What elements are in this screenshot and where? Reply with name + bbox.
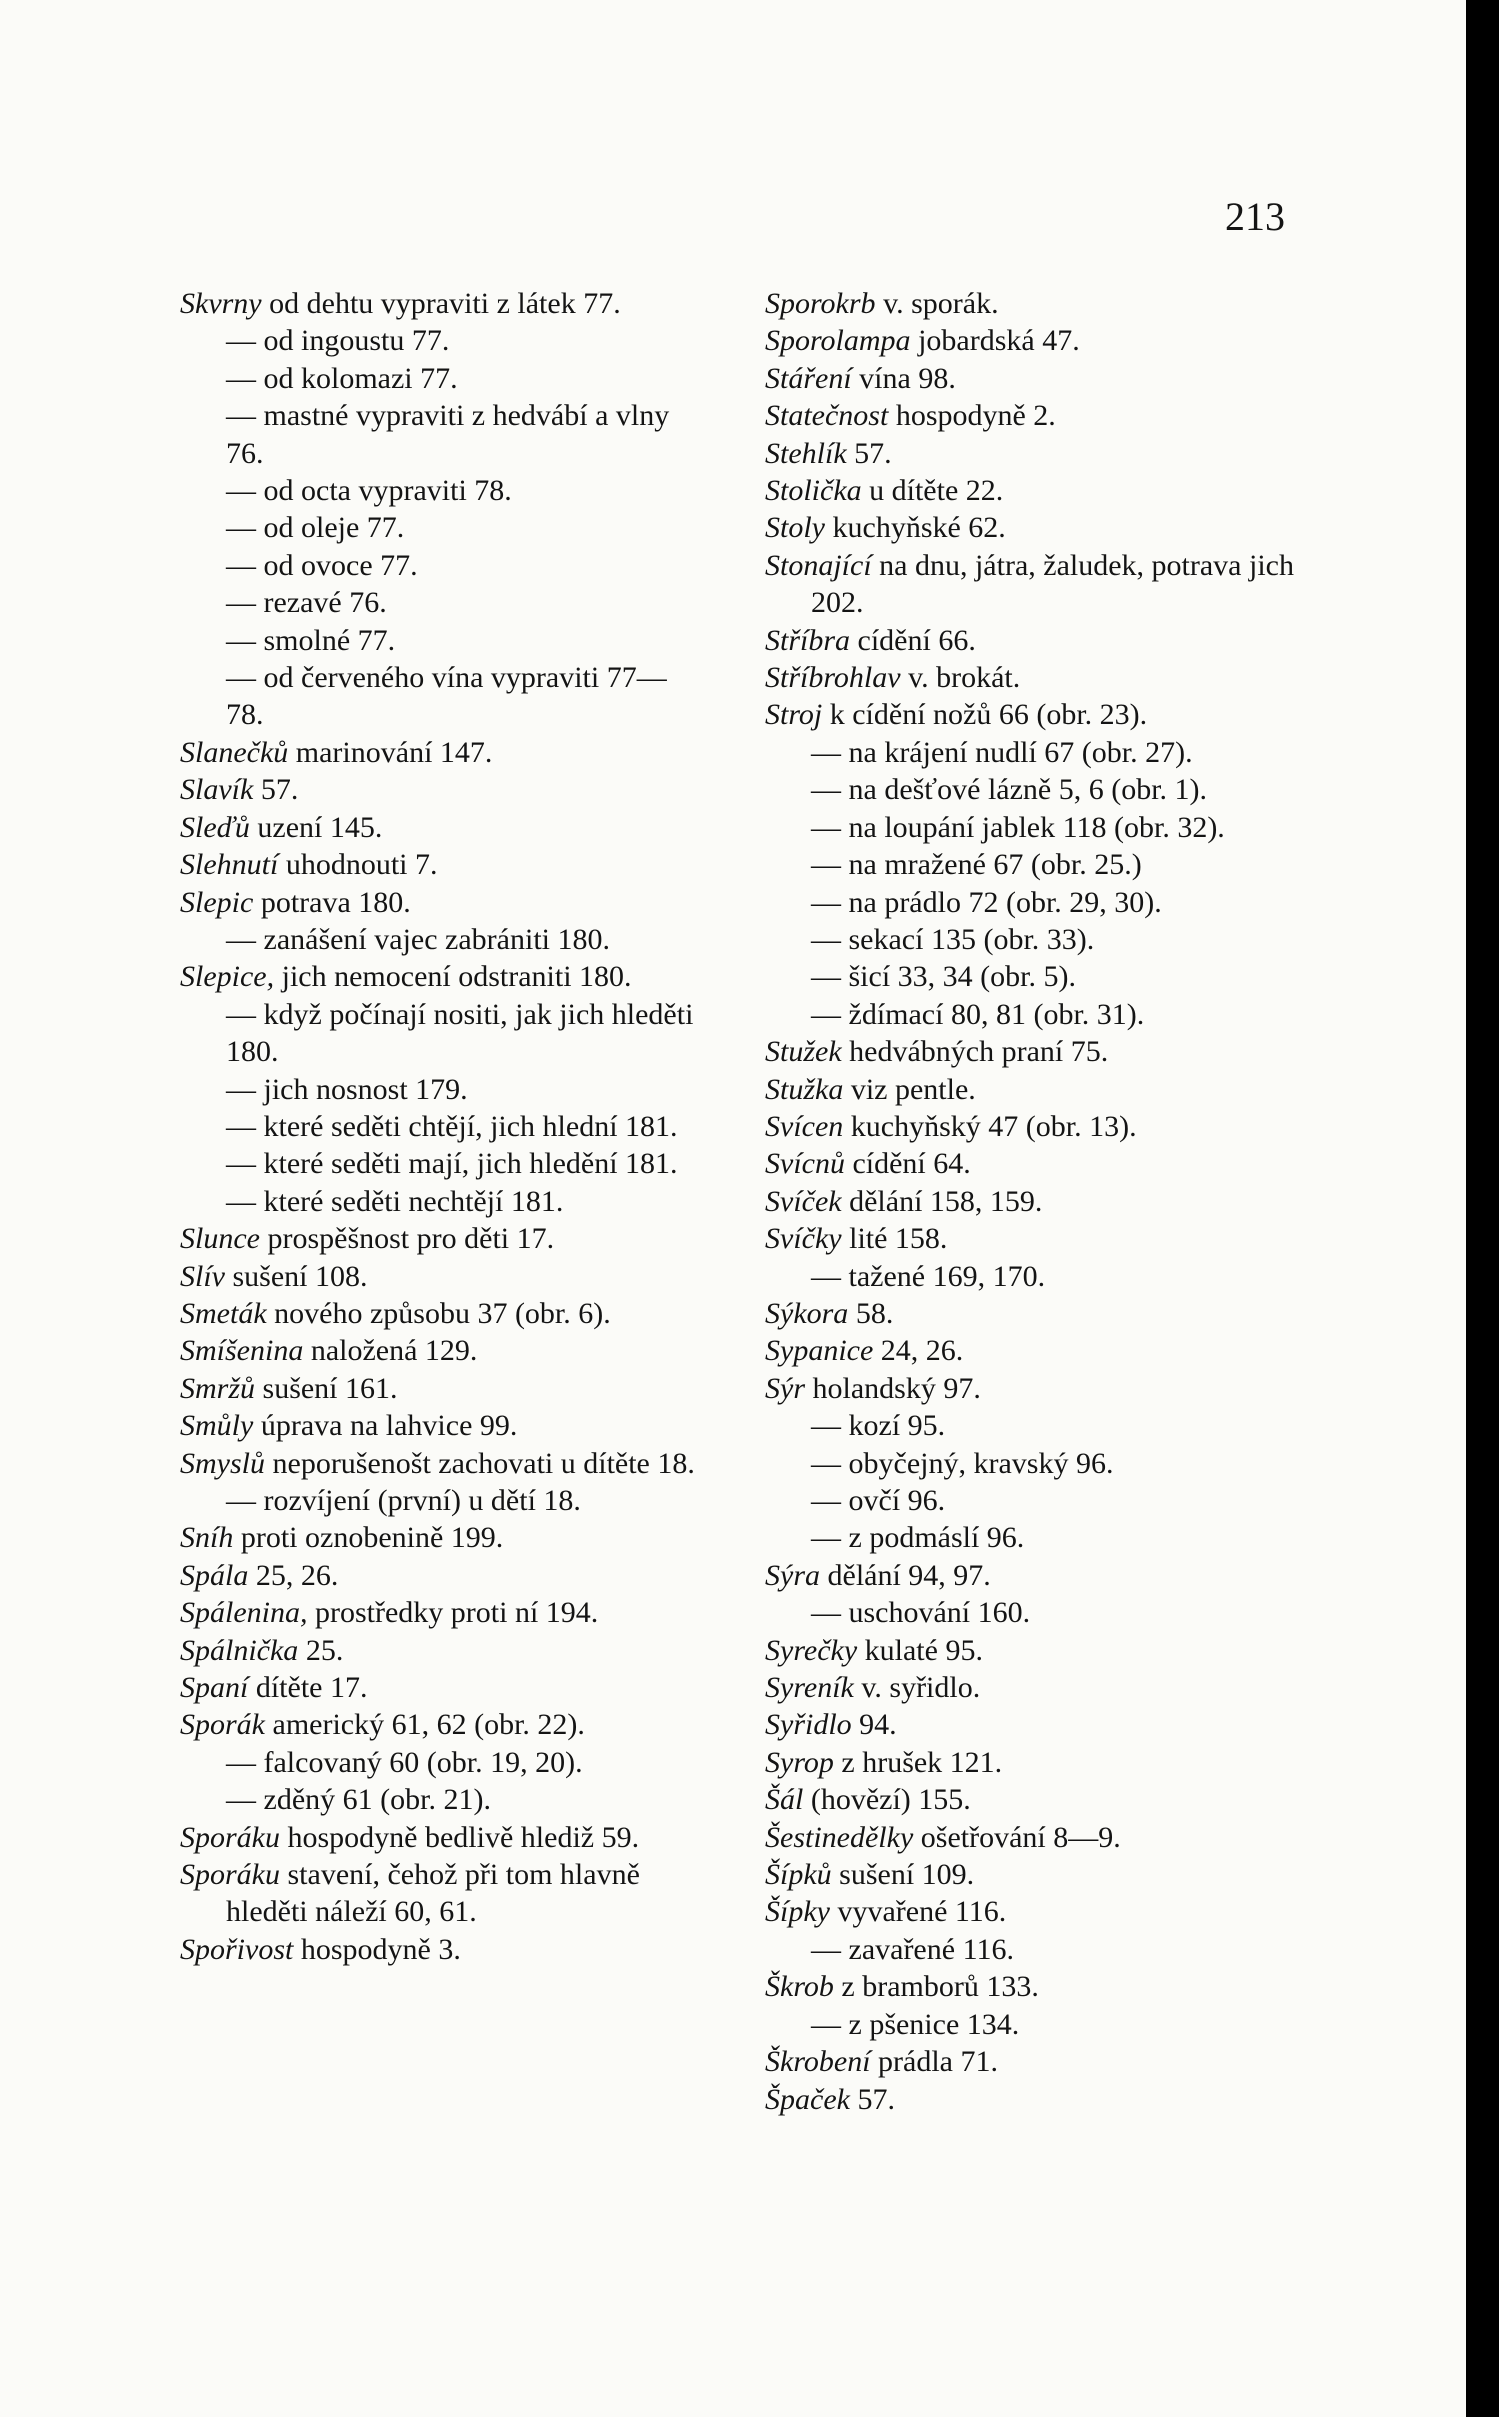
index-entry	[180, 1482, 695, 1519]
index-entry	[180, 547, 695, 584]
index-entry	[765, 1781, 1305, 1818]
index-entry	[180, 1744, 695, 1781]
index-entry	[765, 1968, 1305, 2005]
index-entry	[765, 285, 1305, 322]
entry-text: — jich nosnost 179.	[226, 1072, 468, 1106]
entry-text: prostředky proti ní 194.	[307, 1596, 599, 1630]
entry-text: — na dešťové lázně 5, 6 (obr. 1).	[811, 773, 1208, 807]
index-entry	[180, 1781, 695, 1818]
entry-headword: Syrečky	[765, 1633, 858, 1667]
entry-text: sušení 161.	[255, 1371, 398, 1405]
entry-text: uzení 145.	[249, 810, 383, 844]
entry-text: sušení 108.	[225, 1259, 368, 1293]
index-entry	[180, 846, 695, 883]
entry-headword: Sporokrb	[765, 287, 876, 320]
index-entry	[180, 322, 695, 359]
entry-text: uhodnouti 7.	[278, 848, 438, 882]
entry-headword: Sýr	[765, 1371, 805, 1405]
entry-text: v. brokát.	[900, 661, 1021, 695]
index-entry	[765, 1557, 1305, 1594]
entry-text: marinování 147.	[288, 735, 493, 769]
index-entry	[180, 622, 695, 659]
entry-text: — od ingoustu 77.	[226, 324, 450, 358]
index-entry	[180, 1706, 695, 1743]
entry-text: hospodyně bedlivě hlediž 59.	[280, 1820, 640, 1854]
index-entry	[180, 472, 695, 509]
index-entry	[765, 921, 1305, 958]
entry-headword: Slív	[180, 1259, 225, 1293]
index-entry	[180, 921, 695, 958]
entry-text: z hrušek 121.	[833, 1745, 1003, 1779]
entry-headword: Stolička	[765, 474, 862, 508]
entry-headword: Šestinedělky	[765, 1820, 914, 1854]
index-entry	[765, 696, 1305, 733]
index-entry	[765, 1332, 1305, 1369]
entry-headword: Stužek	[765, 1035, 842, 1069]
index-entry	[180, 771, 695, 808]
entry-headword: Sporáku	[180, 1858, 280, 1892]
index-entry	[180, 1108, 695, 1145]
index-entry	[765, 1071, 1305, 1108]
index-entry	[765, 1856, 1305, 1893]
entry-headword: Škrob	[765, 1970, 834, 2004]
entry-headword: Smyslů	[180, 1446, 265, 1480]
entry-text: — od octa vypraviti 78.	[226, 474, 512, 508]
index-entry	[765, 1445, 1305, 1482]
entry-text: — ovčí 96.	[811, 1484, 946, 1517]
index-entry	[765, 322, 1305, 359]
entry-text: stavení, čehož při tom hlavně hleděti náleží 60, 61.	[226, 1858, 640, 1929]
index-entry	[180, 1332, 695, 1369]
entry-headword: Slavík	[180, 773, 254, 807]
entry-text: neporušenošt zachovati u dítěte 18.	[265, 1446, 695, 1480]
entry-headword: Stoly	[765, 511, 825, 545]
index-entry	[765, 996, 1305, 1033]
entry-text: — tažené 169, 170.	[811, 1259, 1046, 1293]
index-entry	[180, 1370, 695, 1407]
entry-text: cídění 64.	[844, 1147, 971, 1181]
index-entry	[180, 1519, 695, 1556]
index-entry	[180, 809, 695, 846]
entry-text: — ždímací 80, 81 (obr. 31).	[811, 997, 1145, 1031]
entry-text: americký 61, 62 (obr. 22).	[265, 1708, 585, 1742]
entry-text: hospodyně 3.	[293, 1932, 461, 1966]
index-entry	[180, 1407, 695, 1444]
entry-headword: Sníh	[180, 1521, 234, 1555]
index-entry	[765, 360, 1305, 397]
entry-text: holandský 97.	[805, 1371, 981, 1405]
entry-text: — zavařené 116.	[811, 1932, 1014, 1966]
index-entry	[765, 2081, 1305, 2118]
entry-text: hospodyně 2.	[888, 399, 1056, 433]
entry-text: — mastné vypraviti z hedvábí a vlny 76.	[226, 399, 670, 470]
entry-text: k cídění nožů 66 (obr. 23).	[822, 698, 1148, 732]
entry-text: — kozí 95.	[811, 1409, 946, 1443]
entry-headword: Svícnů	[765, 1147, 845, 1181]
entry-text: — od ovoce 77.	[226, 548, 418, 582]
entry-text: — které seděti chtějí, jich hlední 181.	[226, 1109, 678, 1143]
entry-text: — které seděti nechtějí 181.	[226, 1184, 564, 1218]
page-number: 213	[1225, 194, 1285, 239]
index-entry	[765, 1258, 1305, 1295]
entry-text: kulaté 95.	[857, 1633, 983, 1667]
entry-headword: Spořivost	[180, 1932, 294, 1966]
entry-headword: Statečnost	[765, 399, 889, 433]
entry-text: — z pšenice 134.	[811, 2007, 1020, 2041]
entry-text: 24, 26.	[873, 1334, 964, 1368]
entry-text: 58.	[848, 1296, 894, 1330]
entry-text: viz pentle.	[843, 1072, 976, 1106]
index-entry	[180, 1258, 695, 1295]
index-entry	[765, 1370, 1305, 1407]
index-entry	[180, 360, 695, 397]
index-entry	[180, 1071, 695, 1108]
index-entry	[765, 1744, 1305, 1781]
entry-text: ošetřování 8—9.	[913, 1820, 1121, 1854]
entry-headword: Slehnutí	[180, 848, 279, 882]
entry-text: hedvábných praní 75.	[841, 1035, 1109, 1069]
entry-headword: Slepic	[180, 885, 254, 919]
entry-text: — šicí 33, 34 (obr. 5).	[811, 960, 1076, 994]
index-entry	[180, 1594, 695, 1631]
index-entry	[765, 472, 1305, 509]
entry-text: — když počínají nositi, jak jich hleděti 180.	[226, 997, 694, 1069]
entry-text: — rozvíjení (první) u dětí 18.	[226, 1484, 581, 1517]
entry-headword: Stužka	[765, 1072, 844, 1106]
entry-headword: Sporáku	[180, 1820, 280, 1854]
index-entry	[180, 1445, 695, 1482]
entry-headword: Spálenina,	[180, 1596, 308, 1630]
index-entry	[765, 397, 1305, 434]
entry-text: — na loupání jablek 118 (obr. 32).	[811, 810, 1225, 844]
entry-headword: Skvrny	[180, 287, 262, 320]
index-entry	[765, 1295, 1305, 1332]
index-entry	[765, 809, 1305, 846]
index-entry	[765, 547, 1305, 622]
index-entry	[765, 1519, 1305, 1556]
index-entry	[765, 1220, 1305, 1257]
entry-headword: Syrop	[765, 1745, 834, 1779]
entry-text: kuchyňské 62.	[825, 511, 1006, 545]
index-entry	[765, 2043, 1305, 2080]
index-column-right	[765, 285, 1305, 2118]
index-entry	[765, 1108, 1305, 1145]
index-entry	[180, 1669, 695, 1706]
index-entry	[180, 285, 695, 322]
index-entry	[180, 958, 695, 995]
index-entry	[180, 1557, 695, 1594]
entry-text: nového způsobu 37 (obr. 6).	[266, 1296, 611, 1330]
entry-headword: Sporák	[180, 1708, 265, 1742]
entry-headword: Stříbra	[765, 623, 851, 657]
entry-headword: Spála	[180, 1558, 249, 1592]
index-entry	[180, 1145, 695, 1182]
entry-text: 94.	[851, 1708, 897, 1742]
entry-text: dítěte 17.	[248, 1671, 368, 1705]
index-entry	[180, 1632, 695, 1669]
entry-text: cídění 66.	[850, 623, 976, 657]
index-entry	[180, 1183, 695, 1220]
entry-text: — uschování 160.	[811, 1596, 1031, 1630]
entry-text: 57.	[253, 773, 299, 807]
index-entry	[180, 996, 695, 1071]
index-entry	[765, 1033, 1305, 1070]
entry-headword: Smíšenina	[180, 1334, 304, 1368]
entry-text: — z podmáslí 96.	[811, 1521, 1025, 1555]
index-entry	[765, 1931, 1305, 1968]
entry-text: u dítěte 22.	[861, 474, 1004, 508]
index-entry	[765, 1632, 1305, 1669]
entry-text: prospěšnost pro děti 17.	[259, 1222, 555, 1256]
entry-headword: Smeták	[180, 1296, 267, 1330]
entry-text: jobardská 47.	[910, 324, 1080, 358]
entry-text: — od oleje 77.	[226, 511, 405, 545]
entry-text: — obyčejný, kravský 96.	[811, 1446, 1114, 1480]
entry-headword: Sýra	[765, 1558, 820, 1592]
entry-text: — zanášení vajec zabrániti 180.	[226, 922, 610, 956]
index-entry	[765, 2006, 1305, 2043]
entry-headword: Stehlík	[765, 436, 847, 470]
index-entry	[765, 846, 1305, 883]
entry-text: sušení 109.	[831, 1858, 975, 1892]
entry-headword: Syřidlo	[765, 1708, 852, 1742]
entry-headword: Šípky	[765, 1895, 830, 1929]
entry-text: potrava 180.	[253, 885, 411, 919]
entry-headword: Svícen	[765, 1109, 844, 1143]
entry-text: 25, 26.	[248, 1558, 339, 1592]
entry-text: v. syřidlo.	[853, 1671, 981, 1705]
entry-text: dělání 158, 159.	[841, 1184, 1043, 1218]
index-entry	[180, 397, 695, 472]
index-entry	[180, 1856, 695, 1931]
index-entry	[180, 1220, 695, 1257]
entry-text: lité 158.	[841, 1222, 948, 1256]
entry-text: — které seděti mají, jich hledění 181.	[226, 1147, 678, 1181]
index-entry	[180, 1931, 695, 1968]
index-entry	[765, 1594, 1305, 1631]
entry-headword: Spaní	[180, 1671, 249, 1705]
index-entry	[765, 1482, 1305, 1519]
index-entry	[765, 1669, 1305, 1706]
index-entry	[765, 958, 1305, 995]
entry-text: na dnu, játra, žaludek, potrava jich 202.	[811, 548, 1294, 620]
entry-text: prádla 71.	[870, 2045, 998, 2079]
entry-text: — falcovaný 60 (obr. 19, 20).	[226, 1745, 583, 1779]
entry-headword: Slunce	[180, 1222, 260, 1256]
entry-text: 57.	[849, 2082, 895, 2116]
index-entry	[765, 1706, 1305, 1743]
index-entry	[180, 1819, 695, 1856]
entry-headword: Sporolampa	[765, 324, 911, 358]
entry-headword: Šípků	[765, 1858, 832, 1892]
entry-text: — od červeného vína vypraviti 77—78.	[226, 661, 667, 732]
entry-headword: Stroj	[765, 698, 823, 732]
entry-text: naložená 129.	[303, 1334, 478, 1368]
entry-headword: Škrobení	[765, 2045, 871, 2079]
entry-text: 25.	[298, 1633, 344, 1667]
index-entry	[180, 659, 695, 734]
entry-headword: Slepice,	[180, 960, 275, 994]
entry-headword: Sypanice	[765, 1334, 874, 1368]
entry-headword: Slanečků	[180, 735, 289, 769]
index-entry	[180, 509, 695, 546]
index-entry	[765, 659, 1305, 696]
entry-text: vína 98.	[851, 361, 956, 395]
entry-text: v. sporák.	[875, 287, 999, 320]
entry-text: kuchyňský 47 (obr. 13).	[843, 1109, 1137, 1143]
index-entry	[765, 622, 1305, 659]
index-entry	[765, 1183, 1305, 1220]
entry-text: (hovězí) 155.	[803, 1783, 971, 1817]
entry-text: dělání 94, 97.	[820, 1558, 991, 1592]
index-entry	[180, 884, 695, 921]
entry-text: jich nemocení odstraniti 180.	[274, 960, 632, 994]
entry-headword: Stříbrohlav	[765, 661, 901, 695]
entry-headword: Stonající	[765, 548, 872, 582]
index-entry	[765, 771, 1305, 808]
entry-text: vyvařené 116.	[829, 1895, 1007, 1929]
entry-headword: Špaček	[765, 2082, 850, 2116]
entry-text: — na prádlo 72 (obr. 29, 30).	[811, 885, 1162, 919]
entry-headword: Smržů	[180, 1371, 256, 1405]
index-entry	[765, 509, 1305, 546]
index-entry	[180, 584, 695, 621]
index-entry	[765, 1893, 1305, 1930]
entry-headword: Stáření	[765, 361, 852, 395]
entry-text: od dehtu vypraviti z látek 77.	[261, 287, 621, 320]
entry-text: z bramborů 133.	[833, 1970, 1039, 2004]
entry-headword: Sleďů	[180, 810, 250, 844]
index-entry	[765, 884, 1305, 921]
index-entry	[765, 1407, 1305, 1444]
entry-headword: Sýkora	[765, 1296, 849, 1330]
entry-headword: Smůly	[180, 1409, 254, 1443]
entry-headword: Svíčky	[765, 1222, 842, 1256]
entry-headword: Šál	[765, 1783, 804, 1817]
index-column-left	[180, 285, 695, 1968]
entry-text: 57.	[846, 436, 892, 470]
entry-text: — od kolomazi 77.	[226, 361, 458, 395]
entry-text: — sekací 135 (obr. 33).	[811, 922, 1095, 956]
entry-text: úprava na lahvice 99.	[253, 1409, 518, 1443]
entry-headword: Svíček	[765, 1184, 842, 1218]
entry-text: — rezavé 76.	[226, 586, 387, 620]
entry-text: proti oznobenině 199.	[233, 1521, 504, 1555]
entry-text: — na mražené 67 (obr. 25.)	[811, 848, 1142, 882]
entry-text: — na krájení nudlí 67 (obr. 27).	[811, 735, 1193, 769]
index-entry	[765, 734, 1305, 771]
entry-text: — zděný 61 (obr. 21).	[226, 1783, 491, 1817]
entry-headword: Syreník	[765, 1671, 854, 1705]
entry-headword: Spálnička	[180, 1633, 299, 1667]
index-entry	[765, 1819, 1305, 1856]
entry-text: — smolné 77.	[226, 623, 396, 657]
index-entry	[765, 1145, 1305, 1182]
index-entry	[180, 1295, 695, 1332]
index-entry	[180, 734, 695, 771]
index-entry	[765, 435, 1305, 472]
